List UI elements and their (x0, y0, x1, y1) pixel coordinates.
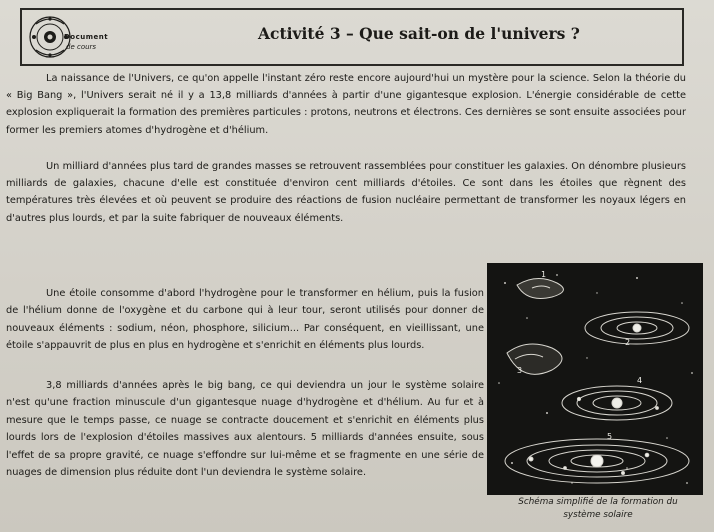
figure-caption-line-1: Schéma simplifié de la formation du (518, 497, 678, 507)
figure-caption-line-2: système solaire (563, 510, 633, 520)
figure-label-1: 1 (541, 270, 547, 279)
figure-label-4: 4 (637, 376, 643, 385)
logo-label-document: Document (64, 33, 109, 41)
stage-2 (585, 312, 689, 344)
solar-system-formation-figure (487, 263, 703, 495)
paragraph-galaxies: Un milliard d'années plus tard de grandes masses se retrouvent rassemblées pour constituer les galaxies. On dénombre plusieurs milliards de galaxies, chacune d'elle est constituée d'environ cent milliards d'étoiles. Ce sont dans les étoiles que règnent des températures très élevées et où peuvent se produire des réactions de fusion nucléaire permettant de transformer les noyaux légers en d'autres plus lourds, et par la suite fabriquer de nouveaux éléments. (6, 161, 686, 224)
figure-label-3: 3 (517, 366, 523, 375)
figure-label-2: 2 (625, 338, 631, 347)
page-title: Activité 3 – Que sait-on de l'univers ? (258, 24, 580, 43)
logo-label-de-cours: de cours (66, 43, 97, 51)
paragraph-big-bang: La naissance de l'Univers, ce qu'on appelle l'instant zéro reste encore aujourd'hui un mystère pour la science. Selon la théorie du « Big Bang », l'Univers serait né il y a 13,8 milliards d'années à partir d'une gigantesque explosion. L'énergie considérable de cette explosion expliquerait la formation des premières particules : protons, neutrons et électrons. Ces dernières se sont ensuite associées pour former les premiers atomes d'hydrogène et d'hélium. (6, 73, 686, 136)
figure-caption (488, 496, 708, 522)
paragraph-star-fusion: Une étoile consomme d'abord l'hydrogène pour le transformer en hélium, puis la fusion de l'hélium donne de l'oxygène et du carbone qui à leur tour, seront utilisés pour donner de nouveaux éléments : sodium, néon, phosphore, silicium... Par conséquent, en vieillissant, une étoile s'appauvrit de plus en plus en hydrogène et s'enrichit en éléments plus lourds. (6, 288, 484, 351)
header-box (20, 8, 684, 66)
paragraph-solar-system: 3,8 milliards d'années après le big bang, ce qui deviendra un jour le système solaire n'est qu'une fraction minuscule d'un gigantesque nuage d'hydrogène et d'hélium. Au fur et à mesure que le temps passe, ce nuage se contracte doucement et s'enrichit en éléments plus lourds lors de l'explosion d'étoiles massives aux alentours. 5 milliards d'années ensuite, sous l'effet de sa propre gravité, ce nuage s'effondre sur lui-même et se fragmente en une série de nuages de dimension plus réduite dont l'un deviendra le système solaire. (6, 380, 484, 479)
figure-label-5: 5 (607, 432, 613, 441)
